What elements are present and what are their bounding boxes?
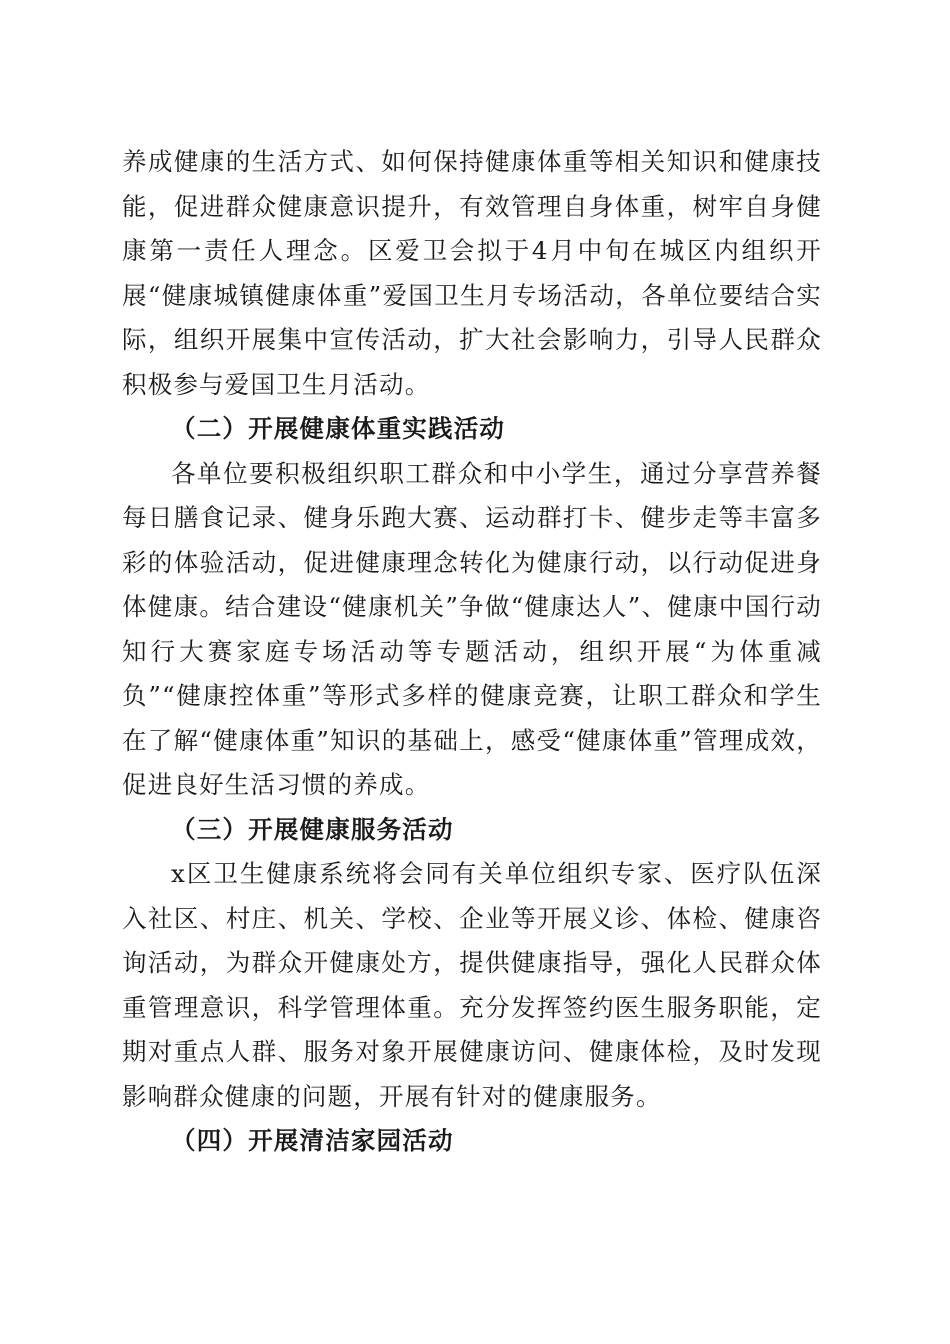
section-heading-clean-home: （四）开展清洁家园活动 (171, 1126, 454, 1155)
paragraph-health-service: x区卫生健康系统将会同有关单位组织专家、医疗队伍深入社区、村庄、机关、学校、企业等开展义诊、体检、健康咨询活动，为群众开健康处方，提供健康指导，强化人民群众体重管理意识，科学管理体重。充分发挥签约医生服务职能，定期对重点人群、服务对象开展健康访问、健康体检，及时发现影响群众健康的问题，开展有针对的健康服务。 (122, 859, 822, 1111)
paragraph-health-lifestyle: 养成健康的生活方式、如何保持健康体重等相关知识和健康技能，促进群众健康意识提升，有效管理自身体重，树牢自身健康第一责任人理念。区爱卫会拟于4月中旬在城区内组织开展“健康城镇健康体重”爱国卫生月专场活动，各单位要结合实际，组织开展集中宣传活动，扩大社会影响力，引导人民群众积极参与爱国卫生月活动。 (122, 147, 822, 399)
section-heading-health-service: （三）开展健康服务活动 (171, 814, 454, 844)
paragraph-weight-practice: 各单位要积极组织职工群众和中小学生，通过分享营养餐每日膳食记录、健身乐跑大赛、运动群打卡、健步走等丰富多彩的体验活动，促进健康理念转化为健康行动，以行动促进身体健康。结合建设“健康机关”争做“健康达人”、健康中国行动知行大赛家庭专场活动等专题活动，组织开展“为体重减负”“健康控体重”等形式多样的健康竞赛，让职工群众和学生在了解“健康体重”知识的基础上，感受“健康体重”管理成效，促进良好生活习惯的养成。 (122, 458, 822, 799)
section-heading-weight-practice: （二）开展健康体重实践活动 (171, 414, 506, 443)
document-body (122, 140, 822, 1164)
